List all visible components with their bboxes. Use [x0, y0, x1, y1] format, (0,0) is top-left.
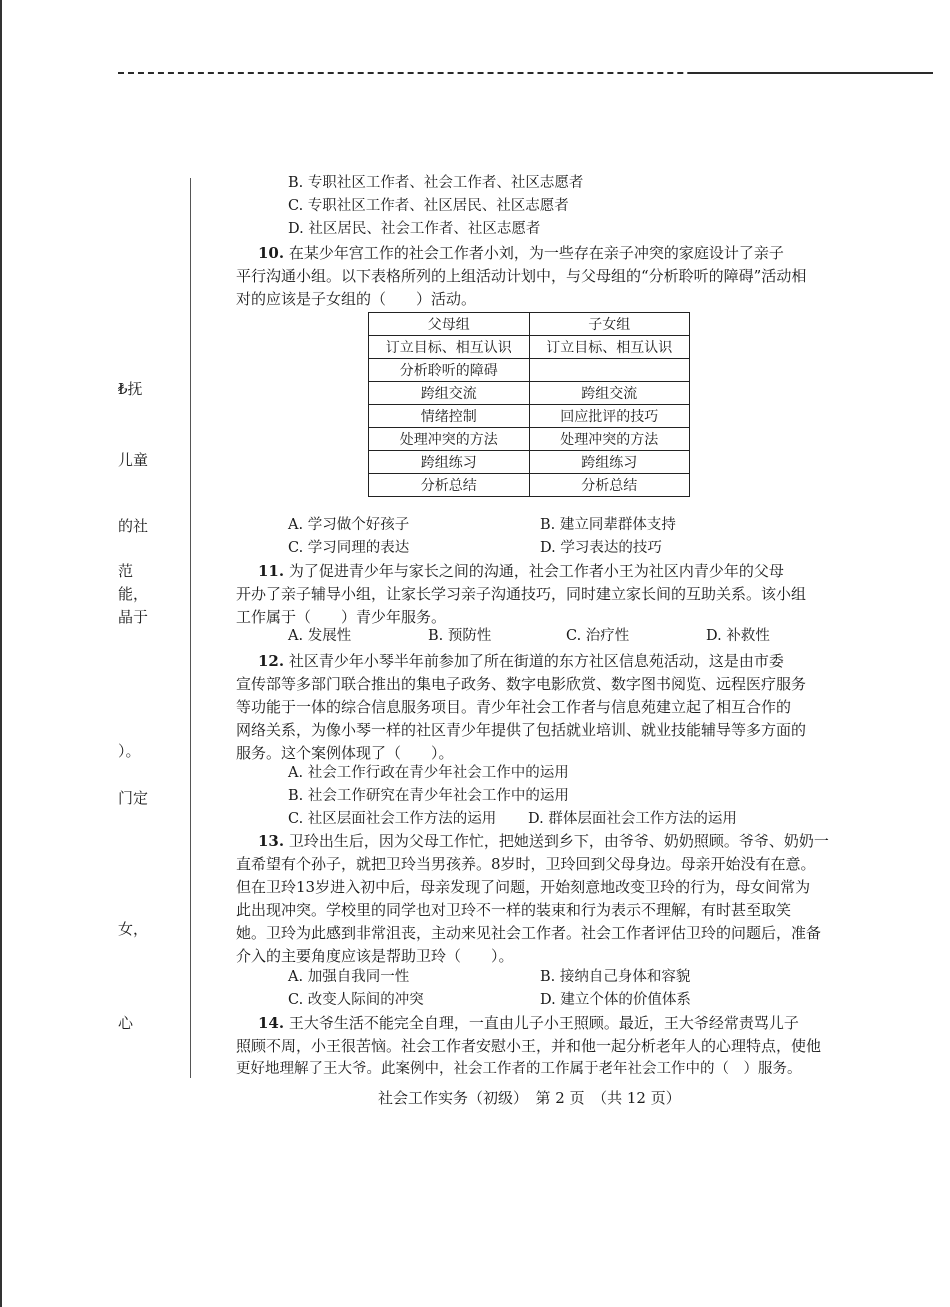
- margin-fragment: 能，: [118, 585, 149, 603]
- question-text: 更好地理解了王大爷。此案例中，社会工作者的工作属于老年社会工作中的（ ）服务。: [236, 1061, 802, 1077]
- question-number: 12.: [258, 652, 285, 670]
- q13-option-a: A. 加强自我同一性: [288, 969, 410, 985]
- q13-option-d: D. 建立个体的价值体系: [540, 992, 691, 1008]
- question-text: 服务。这个案例体现了（ ）。: [236, 744, 454, 762]
- table-row: [369, 336, 690, 359]
- question-text: 她。卫玲为此感到非常沮丧，主动来见社会工作者。社会工作者评估卫玲的问题后，准备: [236, 924, 822, 942]
- question-text: 对的应该是子女组的（ ）活动。: [236, 290, 477, 308]
- question-text: 为了促进青少年与家长之间的沟通，社会工作者小王为社区内青少年的父母: [288, 562, 784, 580]
- question-text: 介入的主要角度应该是帮助卫玲（ ）。: [236, 947, 514, 965]
- question-number: 13.: [258, 832, 285, 850]
- q12-option-a: A. 社会工作行政在青少年社会工作中的运用: [288, 765, 569, 781]
- margin-fragment: 范: [118, 562, 134, 580]
- margin-fragment: 门定: [118, 789, 149, 807]
- table-cell: 跨组练习: [529, 451, 690, 474]
- table-header: 子女组: [529, 313, 690, 336]
- table-cell: 分析总结: [369, 474, 530, 497]
- margin-rule: [190, 178, 191, 1078]
- question-text: 宣传部等多部门联合推出的集电子政务、数字电影欣赏、数字图书阅览、远程医疗服务: [236, 675, 807, 693]
- q12-option-b: B. 社会工作研究在青少年社会工作中的运用: [288, 788, 569, 804]
- table-cell: 情绪控制: [369, 405, 530, 428]
- margin-fragment: 晶于: [118, 608, 149, 626]
- table-cell: 分析聆听的障碍: [369, 359, 530, 382]
- question-text: 平行沟通小组。以下表格所列的上组活动计划中，与父母组的“分析聆听的障碍”活动相: [236, 267, 807, 285]
- table-cell: 订立目标、相互认识: [529, 336, 690, 359]
- table-cell: 处理冲突的方法: [369, 428, 530, 451]
- question-number: 11.: [258, 562, 285, 580]
- question-text: 直希望有个孙子，就把卫玲当男孩养。8岁时，卫玲回到父母身边。母亲开始没有在意。: [236, 855, 816, 873]
- question-number: 14.: [258, 1014, 285, 1032]
- question-text: 工作属于（ ）青少年服务。: [236, 608, 447, 626]
- q11-option-b: B. 预防性: [428, 628, 492, 644]
- activity-plan-table: [368, 312, 690, 497]
- scan-left-edge: [0, 0, 2, 1307]
- margin-fragment: 的社: [118, 517, 149, 535]
- table-cell: 订立目标、相互认识: [369, 336, 530, 359]
- q11-option-a: A. 发展性: [288, 628, 352, 644]
- margin-fragment: ₺抚: [118, 380, 143, 398]
- question-number: 10.: [258, 244, 285, 262]
- question-text: 但在卫玲13岁进入初中后，母亲发现了问题，开始刻意地改变卫玲的行为，母女间常为: [236, 878, 811, 896]
- table-row: [369, 474, 690, 497]
- q9-option-b: B. 专职社区工作者、社会工作者、社区志愿者: [288, 175, 584, 191]
- table-row: [369, 451, 690, 474]
- q10-option-d: D. 学习表达的技巧: [540, 540, 662, 556]
- table-cell: 跨组交流: [529, 382, 690, 405]
- margin-fragment: ）。: [118, 742, 141, 760]
- question-text: 网络关系，为像小琴一样的社区青少年提供了包括就业培训、就业技能辅导等多方面的: [236, 721, 807, 739]
- question-text: 等功能于一体的综合信息服务项目。青少年社会工作者与信息苑建立起了相互合作的: [236, 698, 792, 716]
- q10-option-a: A. 学习做个好孩子: [288, 517, 410, 533]
- page-footer: 社会工作实务（初级） 第 2 页 （共 12 页）: [378, 1089, 681, 1107]
- margin-fragment: 心: [118, 1014, 134, 1032]
- table-cell: [529, 359, 690, 382]
- table-cell: 回应批评的技巧: [529, 405, 690, 428]
- table-header: 父母组: [369, 313, 530, 336]
- margin-fragment: 女，: [118, 920, 149, 938]
- q12-option-d: D. 群体层面社会工作方法的运用: [528, 811, 737, 827]
- question-text: 此出现冲突。学校里的同学也对卫玲不一样的装束和行为表示不理解，有时甚至取笑: [236, 901, 792, 919]
- question-text: 开办了亲子辅导小组，让家长学习亲子沟通技巧，同时建立家长间的互助关系。该小组: [236, 585, 807, 603]
- q11-option-c: C. 治疗性: [566, 628, 630, 644]
- table-row: [369, 359, 690, 382]
- q9-option-c: C. 专职社区工作者、社区居民、社区志愿者: [288, 198, 569, 214]
- table-row: [369, 382, 690, 405]
- table-header-row: [369, 313, 690, 336]
- header-rule-solid: [690, 72, 933, 74]
- margin-fragment: 儿童: [118, 451, 149, 469]
- table-row: [369, 428, 690, 451]
- question-text: 照顾不周，小王很苦恼。社会工作者安慰小王，并和他一起分析老年人的心理特点，使他: [236, 1037, 822, 1055]
- q12-option-c: C. 社区层面社会工作方法的运用: [288, 811, 497, 827]
- table-cell: 跨组练习: [369, 451, 530, 474]
- question-text: 卫玲出生后，因为父母工作忙，把她送到乡下，由爷爷、奶奶照顾。爷爷、奶奶一: [288, 832, 829, 850]
- q13-option-c: C. 改变人际间的冲突: [288, 992, 424, 1008]
- q11-option-d: D. 补救性: [706, 628, 770, 644]
- table-cell: 跨组交流: [369, 382, 530, 405]
- table-row: [369, 405, 690, 428]
- q10-option-c: C. 学习同理的表达: [288, 540, 410, 556]
- table-cell: 分析总结: [529, 474, 690, 497]
- table-cell: 处理冲突的方法: [529, 428, 690, 451]
- q9-option-d: D. 社区居民、社会工作者、社区志愿者: [288, 221, 541, 237]
- q10-option-b: B. 建立同辈群体支持: [540, 517, 676, 533]
- question-text: 在某少年宫工作的社会工作者小刘，为一些存在亲子冲突的家庭设计了亲子: [288, 244, 784, 262]
- q13-option-b: B. 接纳自己身体和容貌: [540, 969, 691, 985]
- question-text: 社区青少年小琴半年前参加了所在街道的东方社区信息苑活动，这是由市委: [288, 652, 784, 670]
- question-text: 王大爷生活不能完全自理，一直由儿子小王照顾。最近，王大爷经常责骂儿子: [288, 1014, 799, 1032]
